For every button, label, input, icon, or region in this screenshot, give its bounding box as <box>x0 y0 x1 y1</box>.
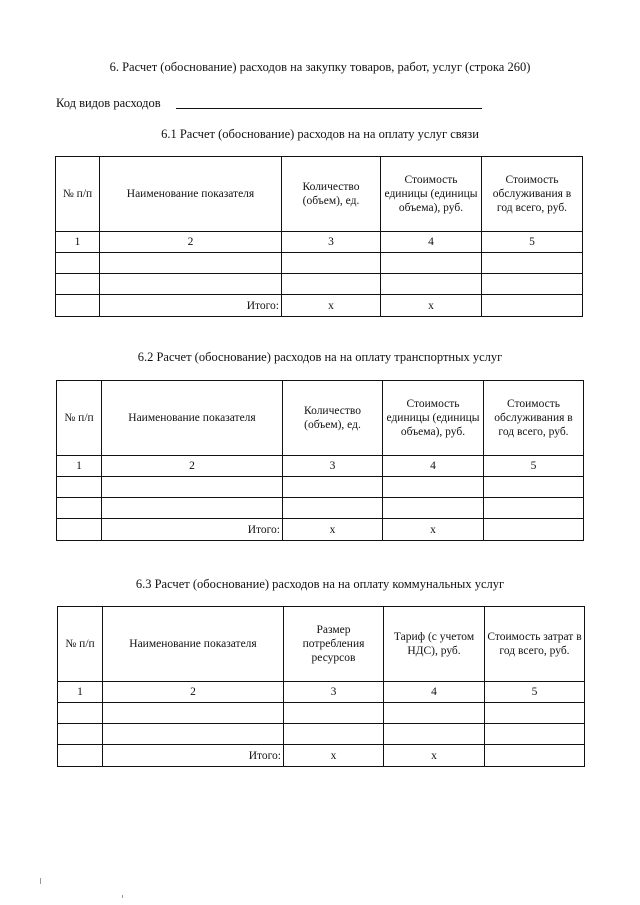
table-cell[interactable] <box>58 724 103 745</box>
table-cell <box>56 295 100 317</box>
table-cell <box>57 519 102 541</box>
header-cell: Размер потребления ресурсов <box>284 607 384 682</box>
table-row <box>57 498 584 519</box>
table-cell[interactable] <box>482 253 583 274</box>
table-cell[interactable] <box>283 477 383 498</box>
table-cell[interactable] <box>282 274 381 295</box>
table-header-row <box>57 381 584 456</box>
total-x-mark: х <box>282 295 381 317</box>
column-number-row <box>56 232 583 253</box>
table-cell[interactable] <box>284 703 384 724</box>
total-label: Итого: <box>100 295 282 317</box>
table-row <box>56 274 583 295</box>
column-number-row <box>58 682 585 703</box>
total-x-mark: х <box>284 745 384 767</box>
column-number: 4 <box>384 682 485 703</box>
column-number: 5 <box>484 456 584 477</box>
table-cell <box>58 745 103 767</box>
total-x-mark: х <box>381 295 482 317</box>
table-cell[interactable] <box>485 724 585 745</box>
column-number: 5 <box>485 682 585 703</box>
column-number: 5 <box>482 232 583 253</box>
header-cell: Стоимость обслуживания в год всего, руб. <box>482 157 583 232</box>
header-cell: Стоимость единицы (единицы объема), руб. <box>383 381 484 456</box>
table-cell[interactable] <box>381 274 482 295</box>
total-row <box>56 295 583 317</box>
header-cell: Количество (объем), ед. <box>283 381 383 456</box>
table-cell[interactable] <box>484 477 584 498</box>
header-cell: № п/п <box>56 157 100 232</box>
column-number: 2 <box>100 232 282 253</box>
total-label: Итого: <box>103 745 284 767</box>
total-x-mark: х <box>383 519 484 541</box>
header-cell: Стоимость затрат в год всего, руб. <box>485 607 585 682</box>
expense-code-label: Код видов расходов <box>56 96 161 110</box>
column-number: 3 <box>283 456 383 477</box>
table-header-row <box>58 607 585 682</box>
table-cell[interactable] <box>384 724 485 745</box>
column-number: 3 <box>282 232 381 253</box>
table-row <box>58 724 585 745</box>
table-cell[interactable] <box>284 724 384 745</box>
total-value-cell[interactable] <box>482 295 583 317</box>
total-value-cell[interactable] <box>485 745 585 767</box>
table-cell[interactable] <box>102 477 283 498</box>
total-row <box>57 519 584 541</box>
column-number: 4 <box>383 456 484 477</box>
table-cell[interactable] <box>103 703 284 724</box>
column-number: 1 <box>56 232 100 253</box>
column-number-row <box>57 456 584 477</box>
header-cell: № п/п <box>57 381 102 456</box>
table-cell[interactable] <box>56 274 100 295</box>
table-cell[interactable] <box>57 498 102 519</box>
header-cell: Тариф (с учетом НДС), руб. <box>384 607 485 682</box>
table-cell[interactable] <box>482 274 583 295</box>
table-cell[interactable] <box>100 253 282 274</box>
total-value-cell[interactable] <box>484 519 584 541</box>
column-number: 2 <box>103 682 284 703</box>
table-row <box>58 703 585 724</box>
scan-artifact <box>122 895 123 898</box>
header-cell: Количество (объем), ед. <box>282 157 381 232</box>
table-header-row <box>56 157 583 232</box>
total-x-mark: х <box>384 745 485 767</box>
header-cell: Наименование показателя <box>100 157 282 232</box>
table-cell[interactable] <box>56 253 100 274</box>
transport-services-table <box>56 380 584 541</box>
column-number: 1 <box>57 456 102 477</box>
header-cell: № п/п <box>58 607 103 682</box>
scan-artifact <box>40 878 41 884</box>
table-row <box>57 477 584 498</box>
header-cell: Стоимость обслуживания в год всего, руб. <box>484 381 584 456</box>
table-cell[interactable] <box>384 703 485 724</box>
header-cell: Стоимость единицы (единицы объема), руб. <box>381 157 482 232</box>
column-number: 3 <box>284 682 384 703</box>
table-cell[interactable] <box>485 703 585 724</box>
table-cell[interactable] <box>102 498 283 519</box>
table-cell[interactable] <box>58 703 103 724</box>
communication-services-table <box>55 156 583 317</box>
total-label: Итого: <box>102 519 283 541</box>
table-cell[interactable] <box>57 477 102 498</box>
header-cell: Наименование показателя <box>102 381 283 456</box>
total-x-mark: х <box>283 519 383 541</box>
table-row <box>56 253 583 274</box>
section-title-transport: 6.2 Расчет (обоснование) расходов на на оплату транспортных услуг <box>137 350 503 364</box>
expense-code-field[interactable] <box>176 108 482 109</box>
table-cell[interactable] <box>283 498 383 519</box>
table-cell[interactable] <box>484 498 584 519</box>
table-cell[interactable] <box>383 498 484 519</box>
table-cell[interactable] <box>381 253 482 274</box>
column-number: 2 <box>102 456 283 477</box>
section-title-communication: 6.1 Расчет (обоснование) расходов на на оплату услуг связи <box>161 127 479 141</box>
table-cell[interactable] <box>383 477 484 498</box>
column-number: 1 <box>58 682 103 703</box>
page-title: 6. Расчет (обоснование) расходов на закупку товаров, работ, услуг (строка 260) <box>109 60 531 74</box>
header-cell: Наименование показателя <box>103 607 284 682</box>
utility-services-table <box>57 606 585 767</box>
section-title-utilities: 6.3 Расчет (обоснование) расходов на на оплату коммунальных услуг <box>135 577 505 591</box>
column-number: 4 <box>381 232 482 253</box>
table-cell[interactable] <box>282 253 381 274</box>
total-row <box>58 745 585 767</box>
table-cell[interactable] <box>103 724 284 745</box>
table-cell[interactable] <box>100 274 282 295</box>
